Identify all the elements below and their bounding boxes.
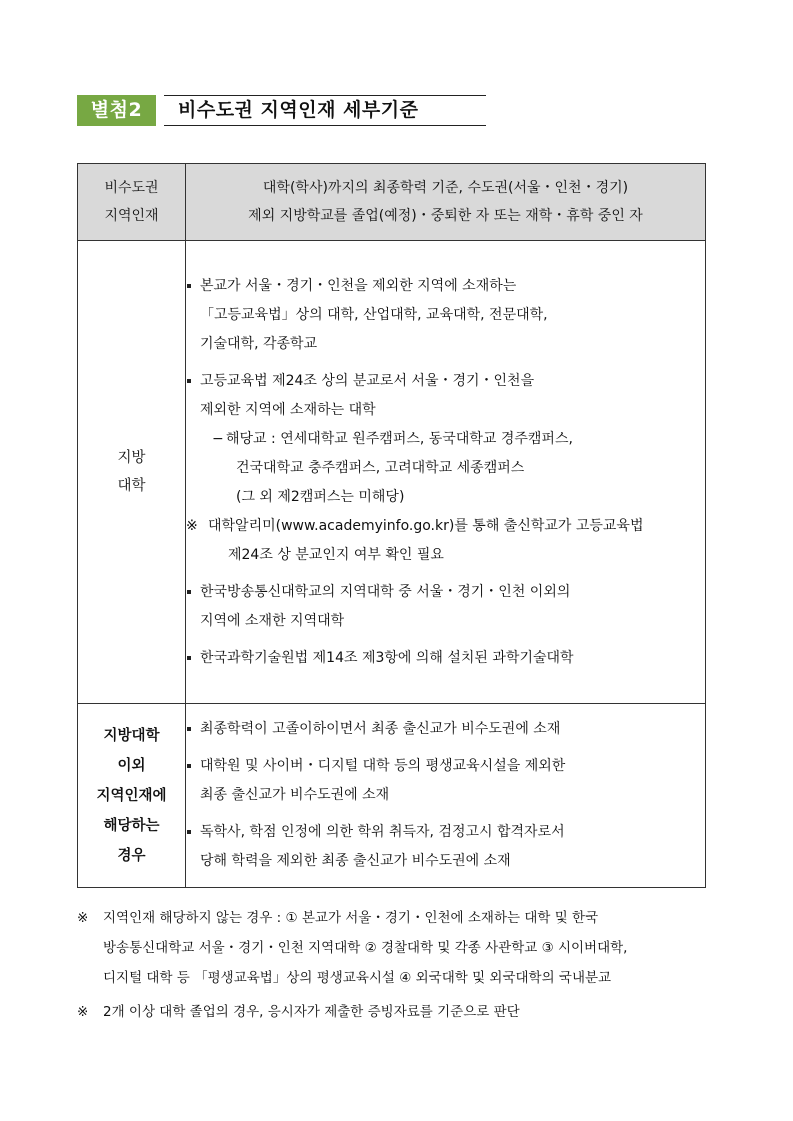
item-text: 독학사, 학점 인정에 의한 학위 취득자, 검정고시 합격자로서 — [200, 824, 565, 840]
item-text: 한국과학기술원법 제14조 제3항에 의해 설치된 과학기술대학 — [200, 649, 574, 666]
sub-item-text: (그 외 제2캠퍼스는 미해당) — [236, 488, 405, 505]
dash-marker: − — [212, 430, 224, 447]
row-label-line: 경우 — [117, 847, 146, 864]
item-text: 최종학력이 고졸이하이면서 최종 출신교가 비수도권에 소재 — [200, 721, 561, 737]
sub-item — [200, 425, 705, 454]
item-text: 한국방송통신대학교의 지역대학 중 서울・경기・인천 이외의 — [200, 583, 571, 600]
item-text: 대학원 및 사이버・디지털 대학 등의 평생교육시설을 제외한 — [200, 758, 566, 774]
header-description-line: 대학(학사)까지의 최종학력 기준, 수도권(서울・인천・경기) — [262, 180, 629, 196]
footnotes — [77, 903, 717, 1027]
item-text: 당해 학력을 제외한 최종 출신교가 비수도권에 소재 — [200, 853, 511, 869]
footnote-text: 2개 이상 대학 졸업의 경우, 응시자가 제출한 증빙자료를 기준으로 판단 — [103, 1004, 520, 1020]
item-text: 고등교육법 제24조 상의 분교로서 서울・경기・인천을 — [200, 372, 535, 389]
row-content-regional-university — [186, 241, 706, 704]
header-label-line: 비수도권 — [104, 180, 159, 196]
row-label-line: 대학 — [117, 478, 146, 494]
item-text: 본교가 서울・경기・인천을 제외한 지역에 소재하는 — [200, 277, 517, 294]
footnote-text: 지역인재 해당하지 않는 경우 : ① 본교가 서울・경기・인천에 소재하는 대학 및 한국 — [103, 910, 599, 926]
header-label-cell — [78, 164, 186, 241]
footnote-text: 디지털 대학 등 「평생교육법」상의 평생교육시설 ④ 외국대학 및 외국대학의 국내분교 — [103, 970, 612, 986]
note-text: 대학알리미(www.academyinfo.go.kr)를 통해 출신학교가 고등교육법 — [208, 517, 644, 534]
page-title: 비수도권 지역인재 세부기준 — [164, 95, 486, 126]
attachment-badge: 별첨2 — [77, 95, 156, 126]
reference-mark: ※ — [77, 910, 89, 926]
footnote — [77, 903, 717, 993]
list-item — [186, 578, 705, 636]
sub-item-text: 해당교 : 연세대학교 원주캠퍼스, 동국대학교 경주캠퍼스, — [226, 430, 573, 447]
note-text: 제24조 상 분교인지 여부 확인 필요 — [228, 546, 444, 563]
item-text: 지역에 소재한 지역대학 — [200, 612, 345, 629]
item-text: 「고등교육법」상의 대학, 산업대학, 교육대학, 전문대학, — [200, 306, 548, 323]
table-row-regional-university — [78, 241, 706, 704]
list-item — [186, 367, 705, 512]
footnote — [77, 997, 717, 1027]
criteria-table — [77, 163, 706, 888]
reference-mark: ※ — [186, 517, 198, 534]
row-label-line: 지방 — [117, 450, 146, 466]
row-label-line: 지역인재에 — [96, 787, 167, 804]
list-item — [186, 644, 705, 673]
row-label-regional-university — [78, 241, 186, 704]
list-item — [186, 715, 705, 744]
row-label-other-regional — [78, 704, 186, 888]
item-text: 기술대학, 각종학교 — [200, 335, 318, 352]
header-label-line: 지역인재 — [104, 208, 159, 224]
row-label-line: 지방대학 — [103, 727, 160, 744]
item-text: 최종 출신교가 비수도권에 소재 — [200, 787, 390, 803]
list-item — [186, 272, 705, 359]
row-label-line: 이외 — [117, 757, 146, 774]
note — [186, 512, 705, 570]
item-text: 제외한 지역에 소재하는 대학 — [200, 401, 376, 418]
table-header-row — [78, 164, 706, 241]
list-item — [186, 752, 705, 810]
header-description-cell — [186, 164, 706, 241]
list-item — [186, 818, 705, 876]
footnote-text: 방송통신대학교 서울・경기・인천 지역대학 ② 경찰대학 및 각종 사관학교 ③ 시이버대학, — [103, 940, 628, 956]
row-content-other-regional — [186, 704, 706, 888]
header-description-line: 제외 지방학교를 졸업(예정)・중퇴한 자 또는 재학・휴학 중인 자 — [248, 208, 643, 224]
sub-item-text: 건국대학교 충주캠퍼스, 고려대학교 세종캠퍼스 — [236, 459, 525, 476]
table-row-other-regional — [78, 704, 706, 888]
row-label-line: 해당하는 — [103, 817, 160, 834]
reference-mark: ※ — [77, 1004, 89, 1020]
